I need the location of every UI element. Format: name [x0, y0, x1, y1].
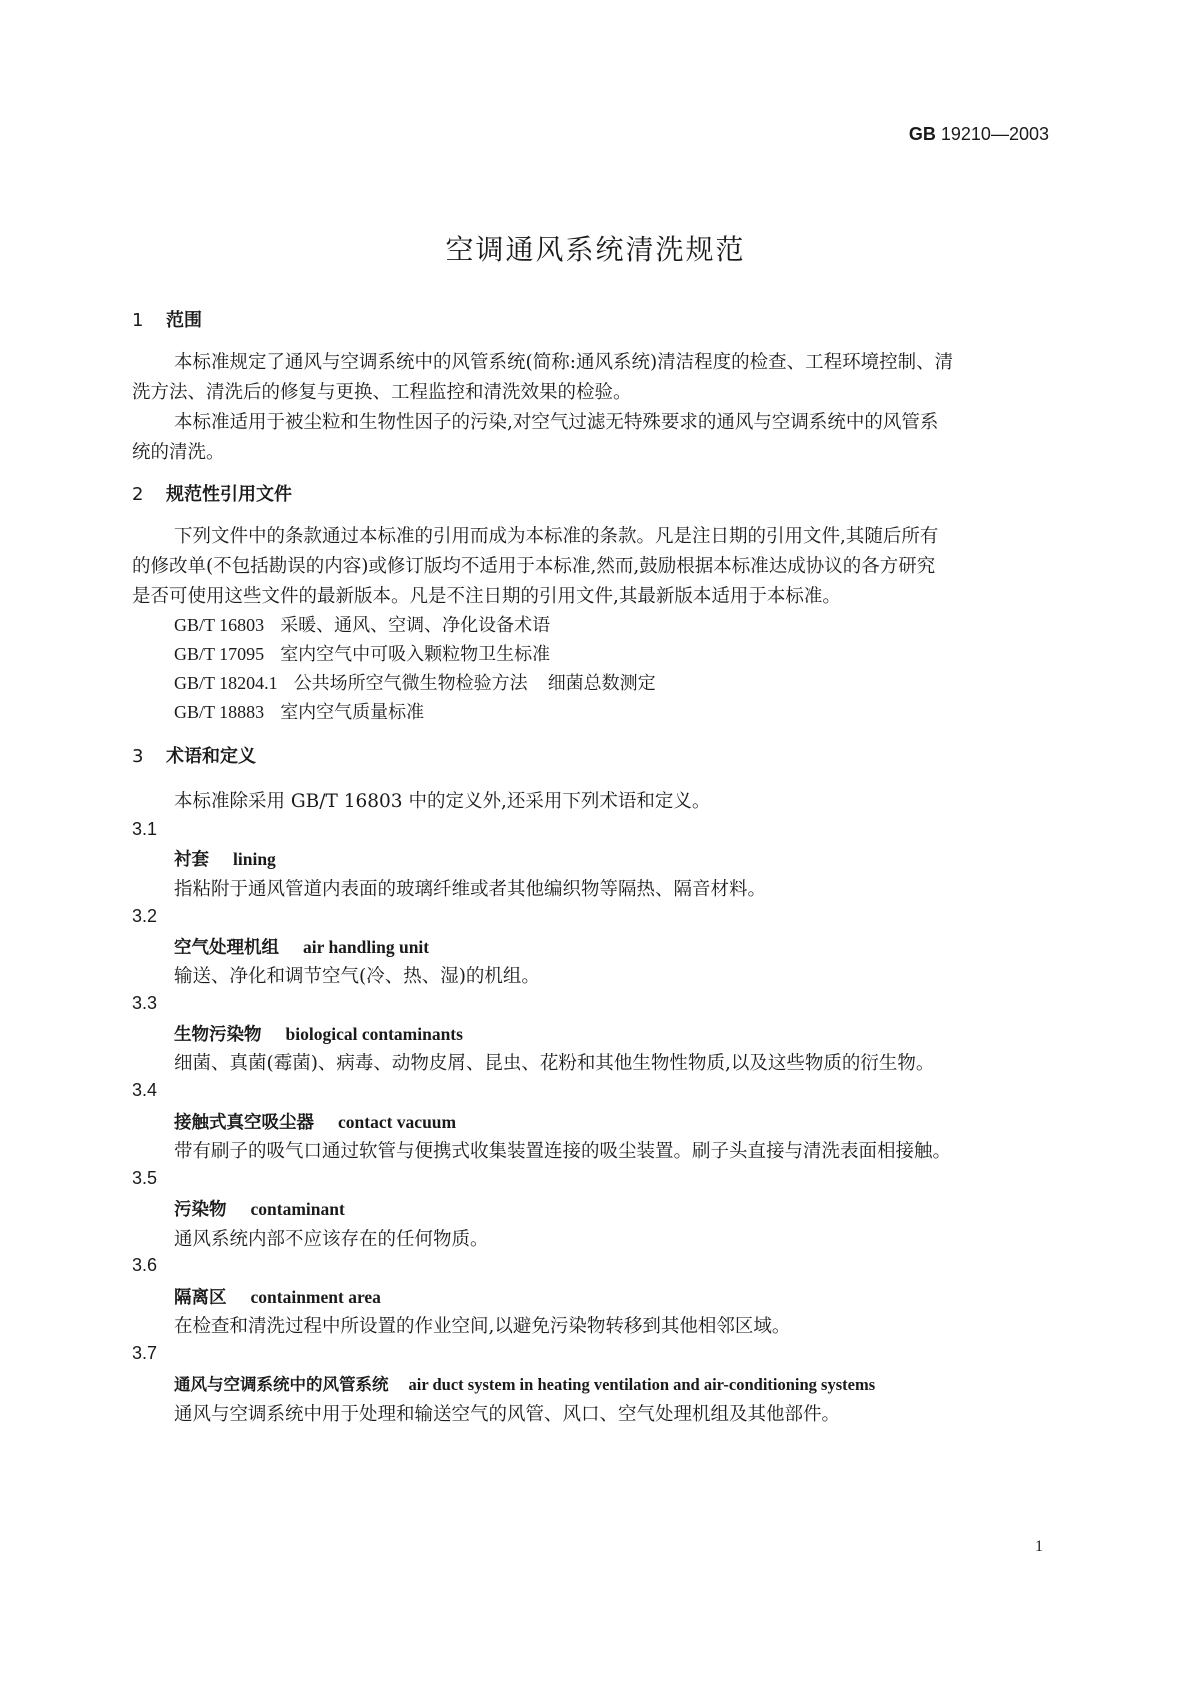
section-title: 范围	[166, 310, 202, 331]
term-english: biological contaminants	[285, 1024, 463, 1044]
term-english: contact vacuum	[338, 1112, 457, 1132]
section-2-heading	[132, 480, 292, 506]
section-number: 1	[132, 310, 144, 331]
clause-number: 3.4	[132, 1080, 158, 1100]
reference-title: 公共场所空气微生物检验方法	[293, 673, 528, 694]
term-definition: 细菌、真菌(霉菌)、病毒、动物皮屑、昆虫、花粉和其他生物性物质,以及这些物质的衍生物。	[174, 1053, 935, 1074]
document-title: 空调通风系统清洗规范	[445, 233, 746, 266]
section-number: 2	[132, 484, 144, 505]
term-entry	[174, 1021, 463, 1046]
term-entry	[174, 1284, 381, 1309]
normative-reference	[174, 669, 656, 695]
paragraph-line: 是否可使用这些文件的最新版本。凡是不注日期的引用文件,其最新版本适用于本标准。	[132, 586, 841, 607]
normative-reference	[174, 640, 550, 666]
term-chinese: 隔离区	[174, 1288, 227, 1308]
paragraph-line: 统的清洗。	[132, 442, 225, 463]
standard-code-prefix: GB	[908, 124, 936, 144]
term-chinese: 衬套	[174, 850, 209, 870]
term-entry	[174, 934, 429, 959]
paragraph-line: 本标准除采用 GB/T 16803 中的定义外,还采用下列术语和定义。	[174, 791, 711, 812]
term-chinese: 生物污染物	[174, 1025, 262, 1045]
term-english: contaminant	[250, 1199, 345, 1219]
clause-number: 3.3	[132, 993, 158, 1013]
standard-code	[0, 124, 1049, 145]
paragraph-line: 本标准规定了通风与空调系统中的风管系统(简称:通风系统)清洁程度的检查、工程环境控制、清	[174, 352, 954, 373]
term-definition: 在检查和清洗过程中所设置的作业空间,以避免污染物转移到其他相邻区域。	[174, 1316, 791, 1337]
term-entry	[174, 1371, 875, 1395]
paragraph-line: 的修改单(不包括勘误的内容)或修订版均不适用于本标准,然而,鼓励根据本标准达成协议的各方研究	[132, 556, 936, 577]
paragraph-line: 洗方法、清洗后的修复与更换、工程监控和清洗效果的检验。	[132, 382, 632, 403]
normative-reference	[174, 698, 424, 724]
term-definition: 指粘附于通风管道内表面的玻璃纤维或者其他编织物等隔热、隔音材料。	[174, 879, 767, 900]
section-1-heading	[132, 306, 202, 332]
clause-number: 3.5	[132, 1168, 158, 1188]
standard-code-number: 19210—2003	[940, 124, 1049, 144]
term-chinese: 通风与空调系统中的风管系统	[174, 1375, 389, 1394]
reference-code: GB/T 16803	[174, 615, 265, 635]
term-english: air handling unit	[303, 937, 430, 957]
paragraph-line: 本标准适用于被尘粒和生物性因子的污染,对空气过滤无特殊要求的通风与空调系统中的风管系	[174, 412, 939, 433]
reference-title: 室内空气中可吸入颗粒物卫生标准	[280, 644, 551, 665]
paragraph-line: 下列文件中的条款通过本标准的引用而成为本标准的条款。凡是注日期的引用文件,其随后所有	[174, 526, 939, 547]
reference-code: GB/T 18883	[174, 702, 265, 722]
section-number: 3	[132, 746, 144, 767]
clause-number: 3.1	[132, 819, 158, 839]
term-definition: 输送、净化和调节空气(冷、热、湿)的机组。	[174, 966, 540, 987]
clause-number: 3.6	[132, 1255, 158, 1275]
term-definition: 通风系统内部不应该存在的任何物质。	[174, 1229, 489, 1250]
term-chinese: 接触式真空吸尘器	[174, 1113, 314, 1133]
term-entry	[174, 1109, 456, 1134]
term-english: air duct system in heating ventilation and air-conditioning systems	[408, 1375, 876, 1394]
reference-title: 室内空气质量标准	[280, 702, 425, 723]
reference-title: 采暖、通风、空调、净化设备术语	[280, 615, 551, 636]
reference-code: GB/T 18204.1	[174, 673, 278, 693]
reference-code: GB/T 17095	[174, 644, 265, 664]
normative-reference	[174, 611, 550, 637]
section-title: 术语和定义	[166, 746, 256, 767]
reference-subtitle: 细菌总数测定	[547, 673, 656, 694]
page-number: 1	[1035, 1538, 1043, 1555]
clause-number: 3.2	[132, 906, 158, 926]
term-english: lining	[233, 849, 276, 869]
clause-number: 3.7	[132, 1343, 158, 1363]
term-entry	[174, 1196, 345, 1221]
term-chinese: 空气处理机组	[174, 938, 279, 958]
section-title: 规范性引用文件	[166, 484, 292, 505]
term-definition: 通风与空调系统中用于处理和输送空气的风管、风口、空气处理机组及其他部件。	[174, 1404, 841, 1425]
term-entry	[174, 846, 276, 871]
term-chinese: 污染物	[174, 1200, 227, 1220]
term-english: containment area	[250, 1287, 381, 1307]
section-3-heading	[132, 742, 256, 768]
term-definition: 带有刷子的吸气口通过软管与便携式收集装置连接的吸尘装置。刷子头直接与清洗表面相接触。	[174, 1141, 952, 1162]
